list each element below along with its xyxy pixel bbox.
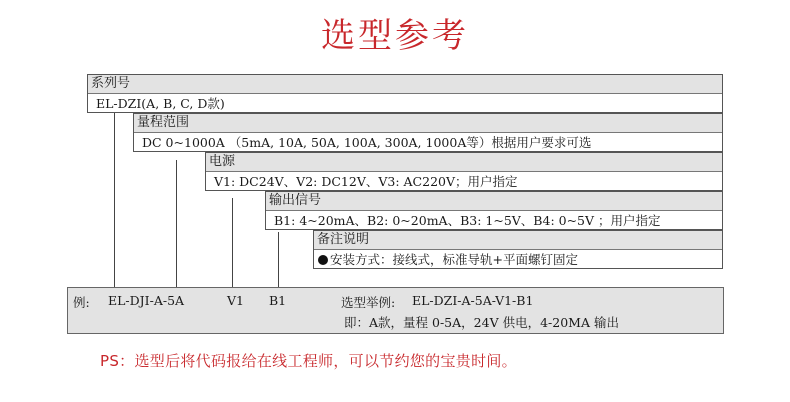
connector-line-power [232, 198, 233, 287]
output-value: B1: 4~20mA、B2: 0~20mA、B3: 1~5V、B4: 0~5V ；用户指定 [274, 213, 661, 228]
selection-label: 选型举例: [341, 295, 396, 310]
example-b1: B1 [269, 293, 287, 308]
series-value: EL-DZI(A, B, C, D款) [96, 96, 225, 111]
example-label: 例: [73, 295, 90, 310]
series-header: 系列号 [88, 75, 722, 94]
bullet-icon [318, 255, 328, 265]
selection-value: EL-DZI-A-5A-V1-B1 [412, 293, 534, 308]
power-header: 电源 [206, 153, 722, 172]
range-header: 量程范围 [134, 114, 722, 133]
power-value: V1: DC24V、V2: DC12V、V3: AC220V；用户指定 [214, 174, 518, 189]
example-v1: V1 [227, 293, 244, 308]
example-box [67, 287, 724, 334]
range-value: DC 0~1000A （5mA, 10A, 50A, 100A, 300A, 1000A等）根据用户要求可选 [142, 135, 592, 150]
remarks-value: 安装方式：接线式，标准导轨+平面螺钉固定 [330, 252, 578, 267]
connector-line-range [176, 160, 177, 287]
remarks-value-wrap [314, 250, 722, 269]
output-row [265, 191, 723, 230]
connector-line-output [278, 232, 279, 287]
example-model: EL-DJI-A-5A [108, 293, 185, 308]
power-row [205, 152, 723, 191]
remarks-header: 备注说明 [314, 231, 722, 250]
range-row [133, 113, 723, 152]
series-row [87, 74, 723, 113]
example-explanation: 即：A款，量程 0-5A，24V 供电，4-20MA 输出 [344, 315, 619, 330]
output-header: 输出信号 [266, 192, 722, 211]
ps-note: PS：选型后将代码报给在线工程师，可以节约您的宝贵时间。 [100, 352, 517, 370]
connector-line-series [114, 113, 115, 287]
page-title: 选型参考 [321, 16, 469, 56]
remarks-row [313, 230, 723, 269]
